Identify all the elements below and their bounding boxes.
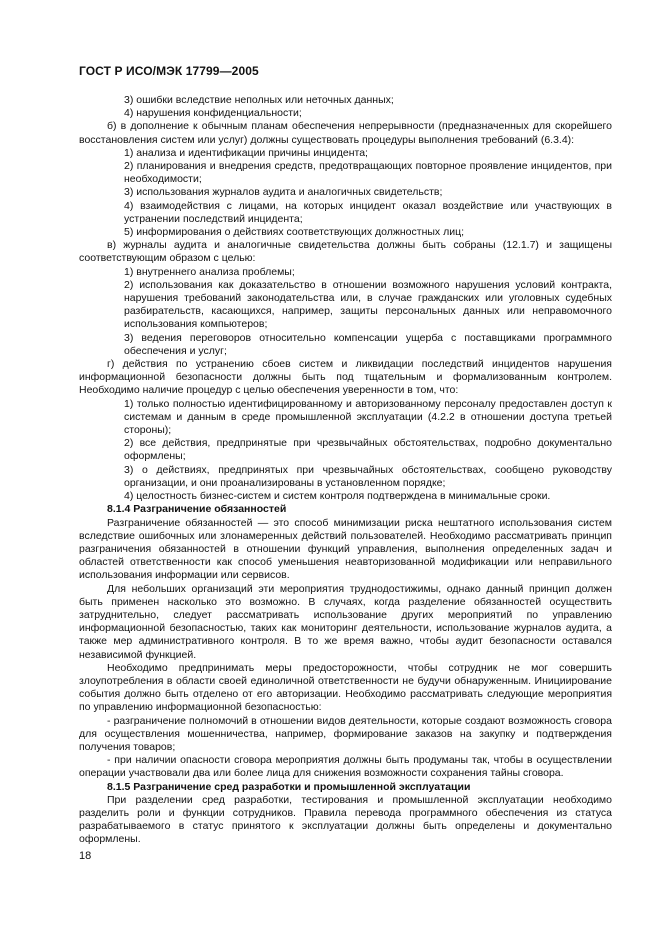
list-item: 1) внутреннего анализа проблемы;	[124, 265, 295, 278]
section-heading: 8.1.4 Разграничение обязанностей	[107, 503, 287, 516]
list-item: - разграничение полномочий в отношении видов деятельности, которые создают возможность сговора для осуществления мошенничества, например, формирование заказов на закупку и подтверждения получения товаров;	[79, 714, 612, 753]
document-header: ГОСТ Р ИСО/МЭК 17799—2005	[79, 64, 259, 78]
list-item: 2) использования как доказательство в отношении возможного нарушения условий контракта, нарушения требований законодательства или, в случае гражданских или уголовных судебных разбирательств, касающихся, например, защиты персональных данных или неправомочного использования компьютеров;	[124, 278, 612, 331]
list-item: 1) анализа и идентификации причины инцидента;	[124, 146, 368, 159]
paragraph: При разделении сред разработки, тестирования и промышленной эксплуатации необходимо разделить роли и функции сотрудников. Правила перевода программного обеспечения из статуса разрабатываемого в статус принятого к эксплуатации должны быть определены и документально оформлены.	[79, 793, 612, 846]
list-item: 4) целостность бизнес-систем и систем контроля подтверждена в минимальные сроки.	[124, 490, 551, 503]
list-item: 3) ошибки вследствие неполных или неточных данных;	[124, 94, 394, 106]
list-item: - при наличии опасности сговора мероприятия должны быть продуманы так, чтобы в осуществлении операции участвовали два или более лица для снижения возможности сохранения тайны сговора.	[79, 754, 612, 780]
paragraph: Разграничение обязанностей — это способ минимизации риска нештатного использования систем вследствие ошибочных или злонамеренных действий пользователей. Необходимо рассматривать принцип разграничения обязанностей в отношении функций управления, выполнения определенных задач и областей ответственности как способ уменьшения неавторизованной модификации или неправильного использования информации или сервисов.	[79, 516, 612, 582]
list-item: г) действия по устранению сбоев систем и ликвидации последствий инцидентов нарушения информационной безопасности должны быть под тщательным и формализованным контролем. Необходимо наличие процедур с целью обеспечения уверенности в том, что:	[79, 358, 612, 397]
list-item: 1) только полностью идентифицированному и авторизованному персоналу предоставлен доступ к системам и данным в среде промышленной эксплуатации (4.2.2 в отношении доступа третьей стороны);	[124, 397, 612, 437]
list-item: 5) информирования о действиях соответствующих должностных лиц;	[124, 226, 464, 239]
list-item: 4) нарушения конфиденциальности;	[124, 107, 302, 120]
paragraph: Для небольших организаций эти мероприятия труднодостижимы, однако данный принцип должен быть применен насколько это возможно. В случаях, когда разделение обязанностей осуществить затруднительно, следует рассматривать использование других мероприятий по управлению информационной безопасностью, таких как мониторинг деятельности, использование журналов аудита, а также мер административного контроля. В то же время важно, чтобы аудит безопасности оставался независимой функцией.	[79, 582, 612, 661]
paragraph: Необходимо предпринимать меры предосторожности, чтобы сотрудник не мог совершить злоупотребления в области своей единоличной ответственности не будучи обнаруженным. Инициирование события должно быть отделено от его авторизации. Необходимо рассматривать следующие мероприятия по управлению информационной безопасностью:	[79, 661, 612, 714]
section-heading: 8.1.5 Разграничение сред разработки и промышленной эксплуатации	[107, 780, 471, 793]
document-body	[79, 94, 612, 847]
list-item: 2) планирования и внедрения средств, предотвращающих повторное проявление инцидентов, при необходимости;	[124, 160, 612, 186]
list-item: б) в дополнение к обычным планам обеспечения непрерывности (предназначенных для скорейшего восстановления систем или услуг) должны существовать процедуры выполнения требований (6.3.4):	[79, 120, 612, 146]
list-item: 2) все действия, предпринятые при чрезвычайных обстоятельствах, подробно документально оформлены;	[124, 437, 612, 463]
page-number: 18	[79, 850, 92, 862]
list-item: в) журналы аудита и аналогичные свидетельства должны быть собраны (12.1.7) и защищены соответствующим образом с целью:	[79, 239, 612, 265]
list-item: 4) взаимодействия с лицами, на которых инцидент оказал воздействие или участвующих в устранении последствий инцидента;	[124, 199, 612, 225]
list-item: 3) ведения переговоров относительно компенсации ущерба с поставщиками программного обеспечения и услуг;	[124, 331, 612, 357]
list-item: 3) о действиях, предпринятых при чрезвычайных обстоятельствах, сообщено руководству организации, и они проанализированы в установленном порядке;	[124, 463, 612, 489]
list-item: 3) использования журналов аудита и аналогичных свидетельств;	[124, 186, 443, 199]
